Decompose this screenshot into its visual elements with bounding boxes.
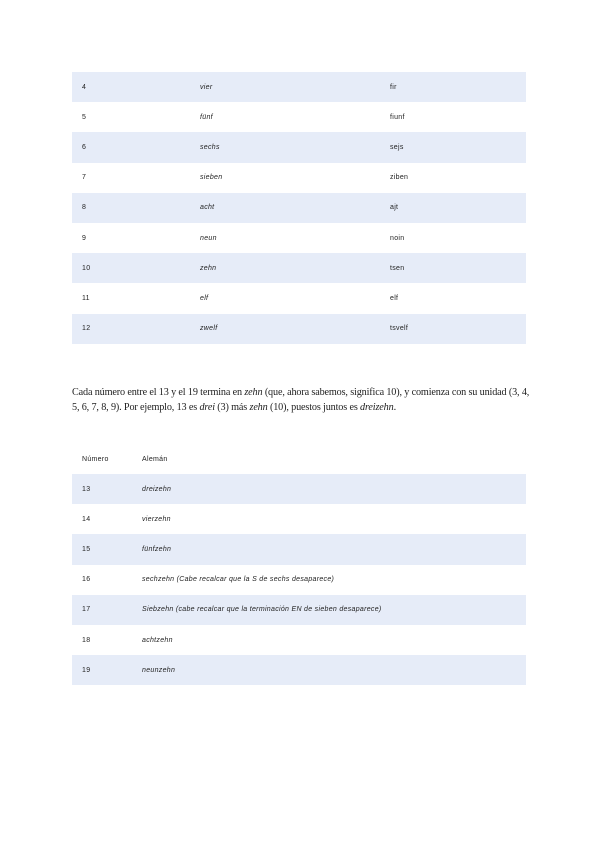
number-cell: 10: [72, 253, 190, 283]
german-cell: dreizehn: [132, 474, 526, 504]
table-row: [72, 504, 526, 534]
table-header-row: [72, 444, 526, 474]
table-row: [72, 314, 526, 344]
number-cell: 8: [72, 193, 190, 223]
number-cell: 19: [72, 655, 132, 685]
german-cell: acht: [190, 193, 380, 223]
number-cell: 13: [72, 474, 132, 504]
table-row: [72, 655, 526, 685]
pronunciation-cell: elf: [390, 294, 399, 302]
explanation-paragraph: [72, 385, 532, 415]
paragraph-text: (3) más: [214, 402, 250, 413]
pronunciation-cell: tsvelf: [380, 314, 526, 344]
pronunciation-cell: ziben: [390, 174, 409, 182]
paragraph-text: Cada número entre el 13 y el 19 termina en: [72, 387, 245, 398]
number-cell: 4: [72, 72, 190, 102]
numbers-table-4-12: [72, 72, 526, 344]
paragraph-emphasis: drei: [199, 402, 215, 413]
german-cell: vier: [190, 72, 380, 102]
german-cell: elf: [200, 294, 209, 302]
column-header-german: Alemán: [142, 455, 168, 463]
german-cell: neun: [200, 234, 217, 242]
number-cell: 12: [72, 314, 190, 344]
pronunciation-cell: ajt: [380, 193, 526, 223]
table-row: [72, 163, 526, 193]
number-cell: 18: [82, 636, 91, 644]
paragraph-emphasis: zehn: [244, 387, 263, 398]
german-cell: sechs: [190, 132, 380, 162]
number-cell: 16: [82, 576, 91, 584]
paragraph-emphasis: dreizehn: [360, 402, 394, 413]
pronunciation-cell: sejs: [380, 132, 526, 162]
table-row: [72, 132, 526, 162]
table-row: [72, 102, 526, 132]
german-cell: sieben: [200, 174, 223, 182]
pronunciation-cell: tsen: [380, 253, 526, 283]
table-row: [72, 534, 526, 564]
german-cell: sechzehn (Cabe recalcar que la S de sechs desaparece): [142, 576, 335, 584]
number-cell: 17: [72, 595, 132, 625]
german-cell: vierzehn: [142, 515, 171, 523]
table-row: [72, 283, 526, 313]
pronunciation-cell: noin: [390, 234, 405, 242]
table-row: [72, 565, 526, 595]
table-row: [72, 595, 526, 625]
paragraph-text: (10), puestos juntos es: [267, 402, 361, 413]
german-cell: fünf: [200, 113, 213, 121]
number-cell: 5: [82, 113, 87, 121]
german-cell: neunzehn: [132, 655, 526, 685]
table-row: [72, 223, 526, 253]
paragraph-emphasis: zehn: [249, 402, 268, 413]
numbers-table-13-19: [72, 444, 526, 685]
pronunciation-cell: fir: [380, 72, 526, 102]
number-cell: 14: [82, 515, 91, 523]
number-cell: 15: [72, 534, 132, 564]
table-row: [72, 474, 526, 504]
number-cell: 11: [82, 294, 90, 302]
number-cell: 9: [82, 234, 87, 242]
table-row: [72, 72, 526, 102]
number-cell: 7: [82, 174, 87, 182]
table-row: [72, 625, 526, 655]
german-cell: fünfzehn: [132, 534, 526, 564]
pronunciation-cell: fiunf: [390, 113, 405, 121]
german-cell: Siebzehn (cabe recalcar que la terminación EN de sieben desaparece): [132, 595, 526, 625]
number-cell: 6: [72, 132, 190, 162]
table-row: [72, 253, 526, 283]
german-cell: zwelf: [190, 314, 380, 344]
german-cell: achtzehn: [142, 636, 173, 644]
paragraph-text: .: [393, 402, 396, 413]
german-cell: zehn: [190, 253, 380, 283]
table-row: [72, 193, 526, 223]
column-header-number: Número: [82, 455, 109, 463]
paragraph-text: (que, ahora sabemos, significa 10), y comienza con su unidad (3, 4, 5, 6, 7, 8, 9). Por ejemplo, 13 es: [72, 387, 530, 413]
